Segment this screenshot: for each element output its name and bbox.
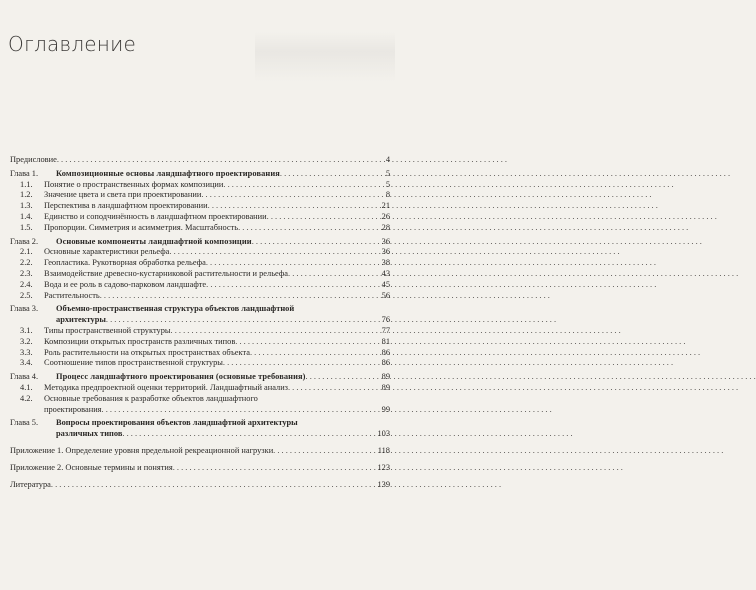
page-number: 103: [377, 429, 390, 439]
chapter-title-line-2: архитектуры: [56, 315, 106, 325]
chapter-title-line-1: Вопросы проектирования объектов ландшафтной архитектуры: [56, 418, 298, 428]
toc-chapter-3[interactable]: [10, 304, 390, 326]
page-number: 123: [377, 462, 390, 472]
toc-section[interactable]: 1.2. Значение цвета и света при проектировании . . . 8: [10, 190, 390, 201]
toc-section[interactable]: 3.4. Соотношение типов пространственной структуры . . . 86: [10, 358, 390, 369]
toc-section[interactable]: 1.4. Единство и соподчинённость в ландшафтном проектировании . . . 26: [10, 212, 390, 223]
toc-section[interactable]: 3.3. Роль растительности на открытых пространствах объекта . . . 86: [10, 348, 390, 359]
page-number: 4: [385, 155, 390, 164]
toc-appendix-2[interactable]: Приложение 2. Основные термины и понятия . . . 123: [10, 463, 390, 474]
toc-section[interactable]: 2.2. Геопластика. Рукотворная обработка рельефа . . . 38: [10, 258, 390, 269]
toc-section[interactable]: 2.5. Растительность . . . 56: [10, 291, 390, 302]
chapter-title: Процесс ландшафтного проектирования (основные требования): [56, 372, 306, 382]
chapter-number: Глава 5.: [10, 418, 39, 428]
page-title: Оглавление: [8, 32, 136, 56]
chapter-title: Основные компоненты ландшафтной композиции: [56, 236, 252, 246]
chapter-number: Глава 4.: [10, 372, 39, 382]
page-number: 5: [385, 168, 390, 178]
page-number: 36: [381, 236, 390, 246]
toc-section[interactable]: 4.1. Методика предпроектной оценки территорий. Ландшафтный анализ . . . 89: [10, 383, 390, 394]
page-number: 139: [377, 479, 390, 489]
toc-section[interactable]: 2.3. Взаимодействие древесно-кустарниковой растительности и рельефа . . . 43: [10, 269, 390, 280]
toc-section[interactable]: 2.1. Основные характеристики рельефа . . . 36: [10, 247, 390, 258]
toc-section[interactable]: 4.2. Основные требования к разработке объектов ландшафтного проектирования . . . 99: [10, 394, 390, 416]
toc-section[interactable]: 2.4. Вода и ее роль в садово-парковом ландшафте . . . 45: [10, 280, 390, 291]
chapter-number: Глава 1.: [10, 168, 39, 178]
toc-appendix-1[interactable]: Приложение 1. Определение уровня предельной рекреационной нагрузки . . . 118: [10, 446, 390, 457]
toc-chapter-2[interactable]: [10, 237, 390, 248]
toc-section[interactable]: 1.3. Перспектива в ландшафтном проектировании . . . 21: [10, 201, 390, 212]
toc-section[interactable]: 3.2. Композиции открытых пространств различных типов . . . 81: [10, 337, 390, 348]
toc-section[interactable]: 1.1. Понятие о пространственных формах композиции . . . 5: [10, 180, 390, 191]
toc-chapter-1[interactable]: [10, 169, 390, 180]
toc-literature[interactable]: Литература . . . 139: [10, 480, 390, 491]
chapter-number: Глава 3.: [10, 304, 39, 314]
table-of-contents: [10, 155, 390, 490]
page-number: 89: [381, 372, 390, 382]
chapter-title-line-2: различных типов: [56, 429, 123, 439]
show-through-shadow: [255, 32, 395, 82]
toc-entry-preface[interactable]: Предисловие . . . 4: [10, 155, 390, 166]
chapter-title-line-1: Объемно-пространственная структура объектов ландшафтной: [56, 304, 295, 314]
toc-chapter-4[interactable]: [10, 372, 390, 383]
toc-section[interactable]: 3.1. Типы пространственной структуры . . . 77: [10, 326, 390, 337]
chapter-title: Композиционные основы ландшафтного проектирования: [56, 168, 280, 178]
page-number: 118: [377, 445, 390, 455]
toc-section[interactable]: 1.5. Пропорции. Симметрия и асимметрия. Масштабность . . . 28: [10, 223, 390, 234]
page-number: 76: [381, 315, 390, 325]
chapter-number: Глава 2.: [10, 236, 39, 246]
toc-chapter-5[interactable]: [10, 418, 390, 440]
